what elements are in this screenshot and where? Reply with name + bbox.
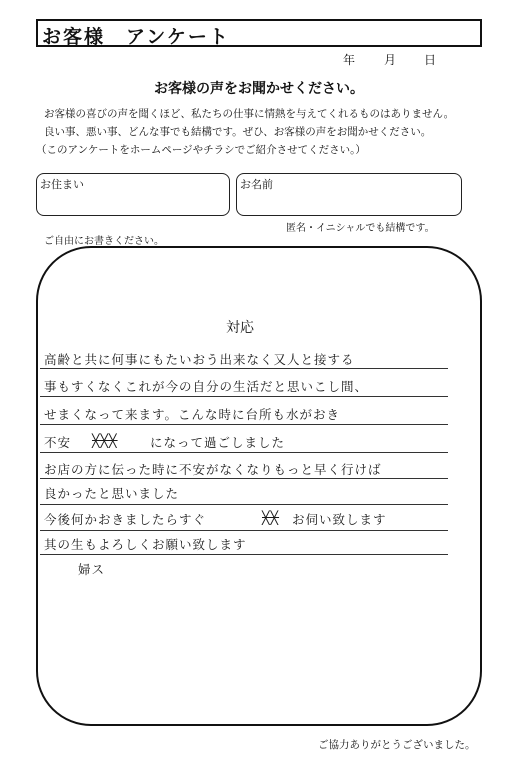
crossed-out-word: ╳╳╳ (92, 433, 118, 448)
date-day-label: 日 (424, 53, 437, 67)
footer-thanks: ご協力ありがとうございました。 (318, 739, 476, 751)
handwritten-line-2: 事もすくなくこれが今の自分の生活だと思いこし間、 (44, 379, 369, 394)
name-label: お名前 (240, 178, 273, 191)
ruled-line (40, 504, 448, 505)
name-note: 匿名・イニシャルでも結構です。 (286, 223, 435, 234)
handwritten-line-1: 高齢と共に何事にもたいおう出来なく又人と接する (44, 352, 355, 367)
ruled-line (40, 424, 448, 425)
address-label: お住まい (40, 178, 84, 191)
handwritten-line-3: せまくなって来ます。こんな時に台所も水がおき (44, 407, 341, 422)
handwritten-line-7a: 今後何かおきましたらすぐ (44, 512, 207, 527)
ruled-line (40, 452, 448, 453)
handwritten-signature: 婦ス (78, 562, 106, 577)
date-month-label: 月 (384, 53, 397, 67)
page-title: お客様 アンケート (42, 26, 230, 48)
date-year-label: 年 (343, 53, 356, 67)
ruled-line (40, 530, 448, 531)
ruled-line (40, 554, 448, 555)
handwritten-line-6: 良かったと思いました (44, 486, 180, 501)
ruled-line (40, 478, 448, 479)
handwritten-line-8: 其の生もよろしくお願い致します (44, 537, 247, 552)
name-field[interactable] (236, 173, 462, 216)
handwritten-line-5: お店の方に伝った時に不安がなくなりもっと早く行けば (44, 462, 382, 477)
intro-line-1: お客様の喜びの声を聞くほど、私たちの仕事に情熱を与えてくれるものはありません。 (44, 108, 455, 120)
survey-heading: お客様の声をお聞かせください。 (154, 81, 364, 97)
title-box (36, 19, 482, 47)
address-field[interactable] (36, 173, 230, 216)
comment-title: 対応 (226, 320, 254, 336)
handwritten-line-7b: お伺い致します (292, 512, 387, 527)
handwritten-line-4a: 不安 (44, 435, 72, 450)
comment-prompt: ご自由にお書きください。 (44, 236, 164, 247)
ruled-line (40, 396, 448, 397)
intro-line-3: （このアンケートをホームページやチラシでご紹介させてください。） (36, 144, 366, 156)
handwritten-line-4b: になって過ごしました (150, 435, 286, 450)
crossed-out-word: ╳╳ (262, 510, 280, 525)
intro-line-2: 良い事、悪い事、どんな事でも結構です。ぜひ、お客様の声をお聞かせください。 (44, 126, 432, 138)
ruled-line (40, 368, 448, 369)
